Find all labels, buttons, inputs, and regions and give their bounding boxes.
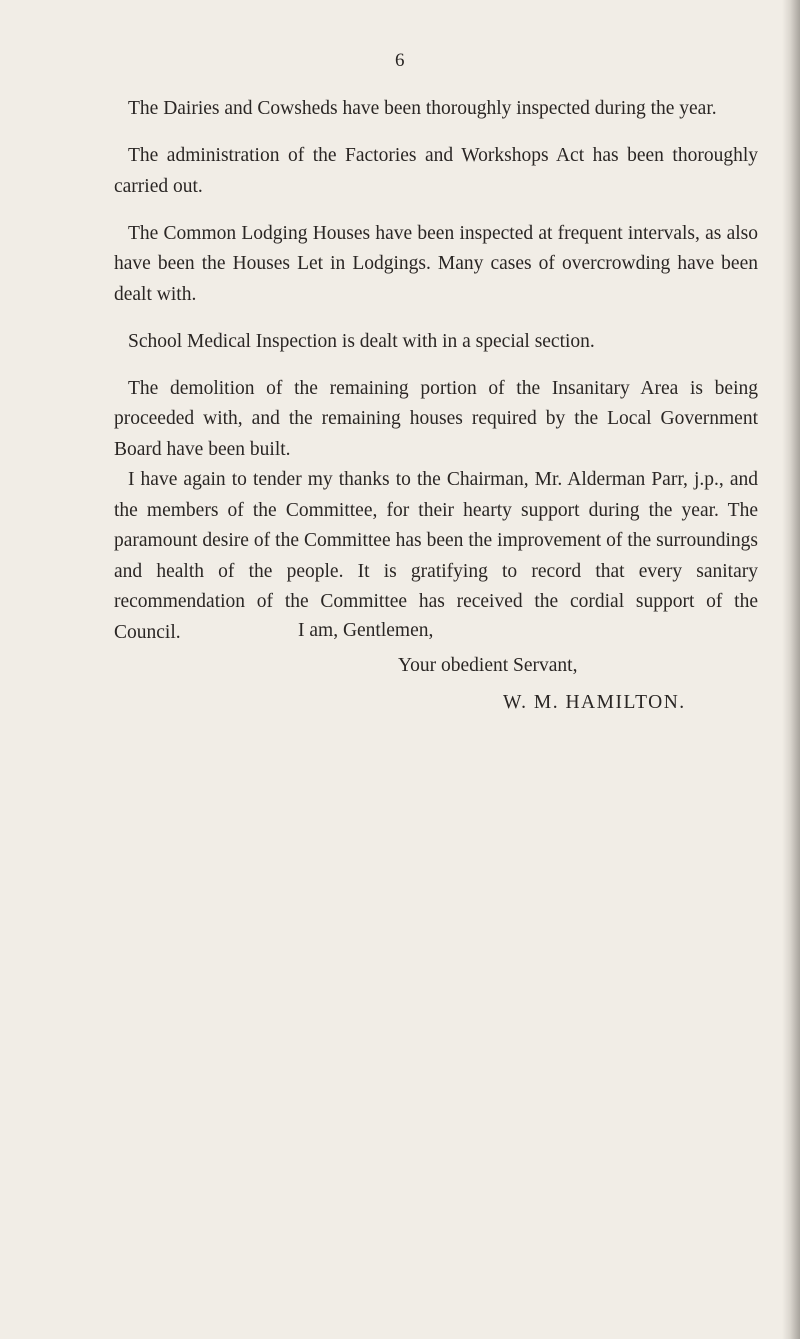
salutation: I am, Gentlemen, bbox=[298, 620, 434, 641]
report-body bbox=[114, 94, 758, 665]
valediction: Your obedient Servant, bbox=[398, 655, 578, 676]
paragraph-factories: The administration of the Factories and Workshops Act has been thoroughly carried out. bbox=[114, 145, 758, 197]
paragraph-school-medical: School Medical Inspection is dealt with in a special section. bbox=[128, 330, 595, 352]
paragraph-lodging-houses: The Common Lodging Houses have been inspected at frequent intervals, as also have been the Houses Let in Lodgings. Many cases of overcrowding have been dealt with. bbox=[114, 222, 758, 305]
paragraph-thanks: I have again to tender my thanks to the Chairman, Mr. Alderman Parr, j.p., and the members of the Committee, for their hearty support during the year. The paramount desire of the Committee has been the improvement of the surroundings and health of the people. It is gratifying to record that every sanitary recommendation of the Committee has received the cordial support of the Council. bbox=[114, 469, 758, 643]
paragraph-dairies: The Dairies and Cowsheds have been thoroughly inspected during the year. bbox=[128, 98, 717, 119]
paragraph-demolition: The demolition of the remaining portion of the Insanitary Area is being proceeded with, and the remaining houses required by the Local Government Board have been built. bbox=[114, 377, 758, 460]
signature: W. M. HAMILTON. bbox=[503, 692, 686, 713]
page-number: 6 bbox=[395, 50, 405, 71]
